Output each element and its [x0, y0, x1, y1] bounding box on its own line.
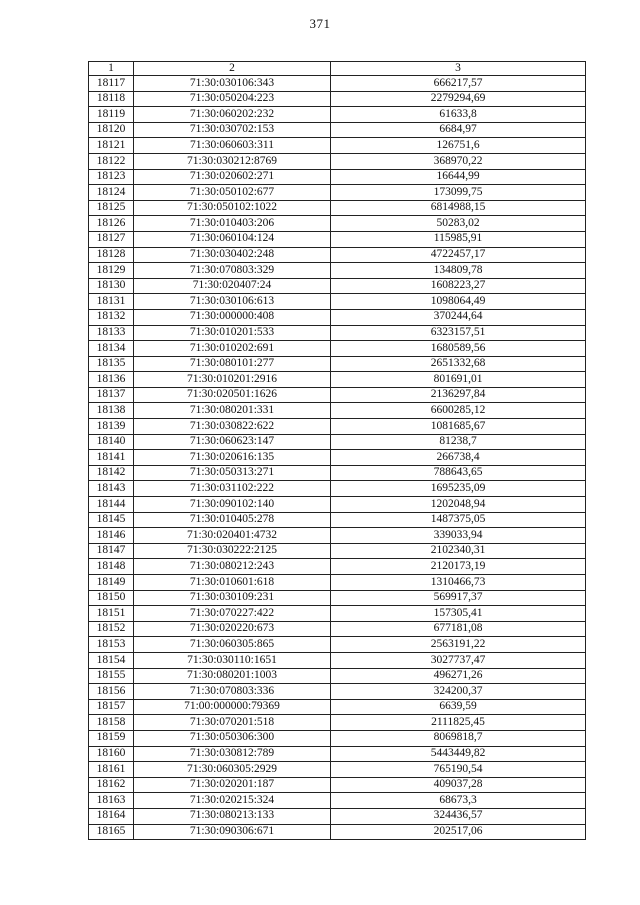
row-number-cell: 18153 — [89, 637, 134, 653]
table-row — [89, 606, 586, 622]
value-cell: 368970,22 — [331, 153, 586, 169]
row-number-cell: 18145 — [89, 512, 134, 528]
row-number-cell: 18126 — [89, 216, 134, 232]
table-row — [89, 824, 586, 840]
row-number-cell: 18124 — [89, 185, 134, 201]
cadastral-number-cell: 71:30:000000:408 — [134, 309, 331, 325]
table-row — [89, 185, 586, 201]
row-number-cell: 18155 — [89, 668, 134, 684]
row-number-cell: 18159 — [89, 730, 134, 746]
row-number-cell: 18135 — [89, 356, 134, 372]
table-row — [89, 387, 586, 403]
table-row — [89, 263, 586, 279]
cadastral-number-cell: 71:30:010403:206 — [134, 216, 331, 232]
value-cell: 324200,37 — [331, 684, 586, 700]
row-number-cell: 18161 — [89, 762, 134, 778]
cadastral-number-cell: 71:30:030110:1651 — [134, 652, 331, 668]
cadastral-number-cell: 71:30:080201:331 — [134, 403, 331, 419]
header-col-1: 1 — [89, 62, 134, 76]
cadastral-number-cell: 71:30:090102:140 — [134, 497, 331, 513]
table-row — [89, 699, 586, 715]
table-row — [89, 668, 586, 684]
cadastral-number-cell: 71:30:030106:613 — [134, 294, 331, 310]
table-row — [89, 341, 586, 357]
header-col-3: 3 — [331, 62, 586, 76]
value-cell: 2136297,84 — [331, 387, 586, 403]
row-number-cell: 18137 — [89, 387, 134, 403]
table-row — [89, 434, 586, 450]
row-number-cell: 18120 — [89, 122, 134, 138]
value-cell: 1098064,49 — [331, 294, 586, 310]
row-number-cell: 18144 — [89, 497, 134, 513]
row-number-cell: 18136 — [89, 372, 134, 388]
cadastral-number-cell: 71:30:010405:278 — [134, 512, 331, 528]
table-row — [89, 590, 586, 606]
cadastral-number-cell: 71:30:031102:222 — [134, 481, 331, 497]
table-header — [89, 62, 586, 76]
value-cell: 68673,3 — [331, 793, 586, 809]
table-row — [89, 372, 586, 388]
table-row — [89, 419, 586, 435]
cadastral-number-cell: 71:30:030822:622 — [134, 419, 331, 435]
row-number-cell: 18150 — [89, 590, 134, 606]
cadastral-number-cell: 71:30:060305:2929 — [134, 762, 331, 778]
table-row — [89, 559, 586, 575]
value-cell: 2111825,45 — [331, 715, 586, 731]
table-row — [89, 450, 586, 466]
cadastral-number-cell: 71:30:060603:311 — [134, 138, 331, 154]
value-cell: 3027737,47 — [331, 652, 586, 668]
value-cell: 788643,65 — [331, 465, 586, 481]
cadastral-number-cell: 71:30:070803:336 — [134, 684, 331, 700]
table-row — [89, 153, 586, 169]
value-cell: 157305,41 — [331, 606, 586, 622]
row-number-cell: 18152 — [89, 621, 134, 637]
row-number-cell: 18128 — [89, 247, 134, 263]
cadastral-number-cell: 71:30:050313:271 — [134, 465, 331, 481]
cadastral-number-cell: 71:30:010201:2916 — [134, 372, 331, 388]
row-number-cell: 18117 — [89, 76, 134, 92]
table-row — [89, 200, 586, 216]
row-number-cell: 18121 — [89, 138, 134, 154]
value-cell: 50283,02 — [331, 216, 586, 232]
cadastral-number-cell: 71:30:010601:618 — [134, 575, 331, 591]
table-row — [89, 481, 586, 497]
table-row — [89, 325, 586, 341]
table-row — [89, 730, 586, 746]
cadastral-number-cell: 71:30:050306:300 — [134, 730, 331, 746]
table-row — [89, 216, 586, 232]
value-cell: 1202048,94 — [331, 497, 586, 513]
table-row — [89, 575, 586, 591]
value-cell: 4722457,17 — [331, 247, 586, 263]
cadastral-number-cell: 71:30:030702:153 — [134, 122, 331, 138]
header-row — [89, 62, 586, 76]
table-row — [89, 91, 586, 107]
value-cell: 8069818,7 — [331, 730, 586, 746]
value-cell: 2279294,69 — [331, 91, 586, 107]
value-cell: 6684,97 — [331, 122, 586, 138]
cadastral-number-cell: 71:30:070227:422 — [134, 606, 331, 622]
row-number-cell: 18127 — [89, 231, 134, 247]
value-cell: 6814988,15 — [331, 200, 586, 216]
row-number-cell: 18146 — [89, 528, 134, 544]
value-cell: 765190,54 — [331, 762, 586, 778]
table-row — [89, 793, 586, 809]
data-table-container — [88, 61, 586, 840]
cadastral-number-cell: 71:30:060202:232 — [134, 107, 331, 123]
table-row — [89, 746, 586, 762]
row-number-cell: 18134 — [89, 341, 134, 357]
cadastral-number-cell: 71:30:030222:2125 — [134, 543, 331, 559]
table-row — [89, 122, 586, 138]
cadastral-number-cell: 71:30:050204:223 — [134, 91, 331, 107]
value-cell: 496271,26 — [331, 668, 586, 684]
value-cell: 409037,28 — [331, 777, 586, 793]
value-cell: 5443449,82 — [331, 746, 586, 762]
row-number-cell: 18119 — [89, 107, 134, 123]
value-cell: 370244,64 — [331, 309, 586, 325]
cadastral-number-cell: 71:30:020407:24 — [134, 278, 331, 294]
value-cell: 16644,99 — [331, 169, 586, 185]
table-row — [89, 637, 586, 653]
row-number-cell: 18142 — [89, 465, 134, 481]
value-cell: 677181,08 — [331, 621, 586, 637]
table-row — [89, 76, 586, 92]
row-number-cell: 18163 — [89, 793, 134, 809]
table-row — [89, 231, 586, 247]
value-cell: 6639,59 — [331, 699, 586, 715]
cadastral-number-cell: 71:30:070201:518 — [134, 715, 331, 731]
table-row — [89, 777, 586, 793]
table-row — [89, 715, 586, 731]
cadastral-number-cell: 71:30:090306:671 — [134, 824, 331, 840]
value-cell: 202517,06 — [331, 824, 586, 840]
row-number-cell: 18164 — [89, 808, 134, 824]
data-table — [88, 61, 586, 840]
header-col-2: 2 — [134, 62, 331, 76]
table-row — [89, 107, 586, 123]
row-number-cell: 18132 — [89, 309, 134, 325]
table-row — [89, 652, 586, 668]
value-cell: 1608223,27 — [331, 278, 586, 294]
cadastral-number-cell: 71:30:010202:691 — [134, 341, 331, 357]
row-number-cell: 18122 — [89, 153, 134, 169]
row-number-cell: 18141 — [89, 450, 134, 466]
row-number-cell: 18130 — [89, 278, 134, 294]
value-cell: 1310466,73 — [331, 575, 586, 591]
page-number: 371 — [309, 16, 331, 31]
cadastral-number-cell: 71:30:070803:329 — [134, 263, 331, 279]
table-row — [89, 684, 586, 700]
cadastral-number-cell: 71:30:020215:324 — [134, 793, 331, 809]
table-body — [89, 76, 586, 840]
value-cell: 115985,91 — [331, 231, 586, 247]
table-row — [89, 497, 586, 513]
table-row — [89, 278, 586, 294]
row-number-cell: 18158 — [89, 715, 134, 731]
row-number-cell: 18156 — [89, 684, 134, 700]
row-number-cell: 18133 — [89, 325, 134, 341]
value-cell: 324436,57 — [331, 808, 586, 824]
table-row — [89, 528, 586, 544]
cadastral-number-cell: 71:30:080213:133 — [134, 808, 331, 824]
row-number-cell: 18151 — [89, 606, 134, 622]
row-number-cell: 18154 — [89, 652, 134, 668]
table-row — [89, 247, 586, 263]
row-number-cell: 18125 — [89, 200, 134, 216]
value-cell: 2563191,22 — [331, 637, 586, 653]
cadastral-number-cell: 71:30:030402:248 — [134, 247, 331, 263]
cadastral-number-cell: 71:30:030109:231 — [134, 590, 331, 606]
table-row — [89, 808, 586, 824]
value-cell: 1695235,09 — [331, 481, 586, 497]
cadastral-number-cell: 71:30:050102:1022 — [134, 200, 331, 216]
cadastral-number-cell: 71:00:000000:79369 — [134, 699, 331, 715]
row-number-cell: 18165 — [89, 824, 134, 840]
cadastral-number-cell: 71:30:020201:187 — [134, 777, 331, 793]
value-cell: 61633,8 — [331, 107, 586, 123]
value-cell: 6600285,12 — [331, 403, 586, 419]
row-number-cell: 18149 — [89, 575, 134, 591]
row-number-cell: 18157 — [89, 699, 134, 715]
value-cell: 126751,6 — [331, 138, 586, 154]
table-row — [89, 403, 586, 419]
cadastral-number-cell: 71:30:030812:789 — [134, 746, 331, 762]
cadastral-number-cell: 71:30:020501:1626 — [134, 387, 331, 403]
row-number-cell: 18148 — [89, 559, 134, 575]
value-cell: 6323157,51 — [331, 325, 586, 341]
cadastral-number-cell: 71:30:020616:135 — [134, 450, 331, 466]
cadastral-number-cell: 71:30:060623:147 — [134, 434, 331, 450]
cadastral-number-cell: 71:30:020401:4732 — [134, 528, 331, 544]
cadastral-number-cell: 71:30:030106:343 — [134, 76, 331, 92]
row-number-cell: 18143 — [89, 481, 134, 497]
row-number-cell: 18123 — [89, 169, 134, 185]
table-row — [89, 309, 586, 325]
value-cell: 266738,4 — [331, 450, 586, 466]
cadastral-number-cell: 71:30:020220:673 — [134, 621, 331, 637]
cadastral-number-cell: 71:30:080201:1003 — [134, 668, 331, 684]
value-cell: 1081685,67 — [331, 419, 586, 435]
cadastral-number-cell: 71:30:060305:865 — [134, 637, 331, 653]
table-row — [89, 465, 586, 481]
cadastral-number-cell: 71:30:080212:243 — [134, 559, 331, 575]
row-number-cell: 18118 — [89, 91, 134, 107]
table-row — [89, 294, 586, 310]
value-cell: 569917,37 — [331, 590, 586, 606]
cadastral-number-cell: 71:30:030212:8769 — [134, 153, 331, 169]
cadastral-number-cell: 71:30:010201:533 — [134, 325, 331, 341]
value-cell: 81238,7 — [331, 434, 586, 450]
row-number-cell: 18160 — [89, 746, 134, 762]
row-number-cell: 18129 — [89, 263, 134, 279]
value-cell: 1487375,05 — [331, 512, 586, 528]
value-cell: 666217,57 — [331, 76, 586, 92]
cadastral-number-cell: 71:30:020602:271 — [134, 169, 331, 185]
table-row — [89, 138, 586, 154]
value-cell: 339033,94 — [331, 528, 586, 544]
cadastral-number-cell: 71:30:060104:124 — [134, 231, 331, 247]
table-row — [89, 169, 586, 185]
table-row — [89, 356, 586, 372]
value-cell: 134809,78 — [331, 263, 586, 279]
row-number-cell: 18139 — [89, 419, 134, 435]
value-cell: 801691,01 — [331, 372, 586, 388]
row-number-cell: 18138 — [89, 403, 134, 419]
table-row — [89, 621, 586, 637]
row-number-cell: 18147 — [89, 543, 134, 559]
value-cell: 2102340,31 — [331, 543, 586, 559]
table-row — [89, 512, 586, 528]
value-cell: 2120173,19 — [331, 559, 586, 575]
cadastral-number-cell: 71:30:080101:277 — [134, 356, 331, 372]
row-number-cell: 18162 — [89, 777, 134, 793]
row-number-cell: 18131 — [89, 294, 134, 310]
cadastral-number-cell: 71:30:050102:677 — [134, 185, 331, 201]
table-row — [89, 543, 586, 559]
row-number-cell: 18140 — [89, 434, 134, 450]
value-cell: 1680589,56 — [331, 341, 586, 357]
value-cell: 2651332,68 — [331, 356, 586, 372]
value-cell: 173099,75 — [331, 185, 586, 201]
table-row — [89, 762, 586, 778]
